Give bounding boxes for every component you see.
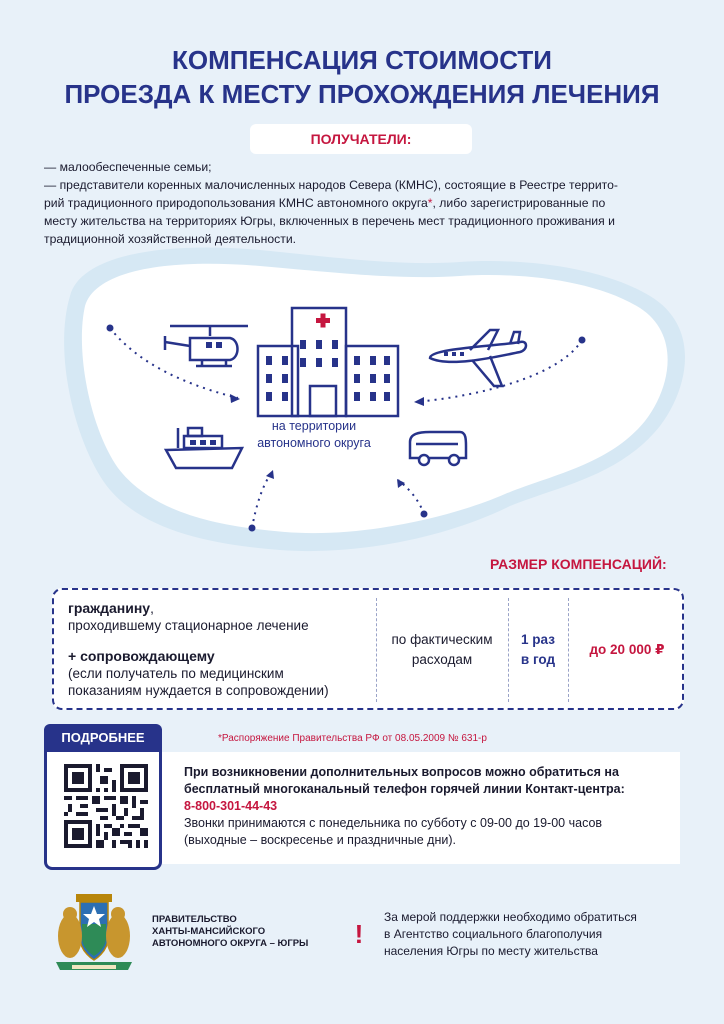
compensation-heading: РАЗМЕР КОМПЕНСАЦИЙ: xyxy=(490,556,667,572)
basis-line1: по фактическим xyxy=(391,632,493,647)
recipient-item-low-income: — малообеспеченные семьи; xyxy=(44,160,212,174)
map-label-line2: автономного округа xyxy=(257,436,371,450)
map-label-line1: на территории xyxy=(271,419,357,433)
more-info-tab: ПОДРОБНЕЕ xyxy=(44,724,162,752)
escort-label: + сопровождающему xyxy=(68,648,215,664)
freq-line1: 1 раз xyxy=(521,632,555,647)
recipient-text-part: традиционной хозяйственной деятельности. xyxy=(44,232,297,246)
recipient-comma: , xyxy=(150,601,154,616)
recipient-text-part: месту жительства на территориях Югры, включенных в перечень мест традиционного проживания и xyxy=(44,214,615,228)
freq-line2: в год xyxy=(520,652,556,667)
hours-line2: (выходные – воскресенье и праздничные дни). xyxy=(184,833,456,847)
compensation-amount: до 20 000 ₽ xyxy=(589,642,665,657)
gov-line3: АВТОНОМНОГО ОКРУГА – ЮГРЫ xyxy=(152,938,309,949)
hotline-info-text xyxy=(184,764,674,849)
government-name xyxy=(152,914,342,950)
compensation-basis-cell xyxy=(380,630,504,670)
support-note xyxy=(384,909,684,960)
recipient-text-part: , либо зарегистрированные по xyxy=(432,196,606,210)
column-divider xyxy=(568,598,569,702)
hotline-info-panel xyxy=(162,752,680,864)
hotline-phone-link[interactable]: 8-800-301-44-43 xyxy=(184,799,278,813)
footnote-star: * xyxy=(427,196,433,210)
coat-of-arms-icon xyxy=(50,894,138,976)
recipient-desc: проходившему стационарное лечение xyxy=(68,618,309,633)
page-title-line1: КОМПЕНСАЦИЯ СТОИМОСТИ xyxy=(172,45,552,75)
recipient-text-part: — представители коренных малочисленных народов Севера (КМНС), состоящие в Реестре террито- xyxy=(44,178,618,192)
exclamation-icon: ! xyxy=(354,919,364,949)
qr-code-box xyxy=(44,752,162,870)
basis-line2: расходам xyxy=(411,652,473,667)
gov-line2: ХАНТЫ-МАНСИЙСКОГО xyxy=(152,926,266,937)
support-line3: населения Югры по месту жительства xyxy=(384,944,598,958)
compensation-table xyxy=(52,588,684,710)
escort-desc2: показаниям нуждается в сопровождении) xyxy=(68,683,329,698)
page-title-line2: ПРОЕЗДА К МЕСТУ ПРОХОЖДЕНИЯ ЛЕЧЕНИЯ xyxy=(64,79,660,109)
footnote: *Распоряжение Правительства РФ от 08.05.2009 № 631-р xyxy=(218,733,487,744)
map-label xyxy=(244,418,384,452)
compensation-recipient-cell xyxy=(68,600,388,699)
qr-code-icon xyxy=(64,764,148,848)
support-line2: в Агентство социального благополучия xyxy=(384,927,603,941)
recipients-list xyxy=(44,158,684,248)
info-line2: бесплатный многоканальный телефон горячей линии Контакт-центра: xyxy=(184,782,625,796)
info-line1: При возникновении дополнительных вопросов можно обратиться на xyxy=(184,765,619,779)
compensation-frequency-cell xyxy=(512,630,564,670)
recipient-citizen: гражданину xyxy=(68,600,151,616)
hours-line1: Звонки принимаются с понедельника по субботу с 09-00 до 19-00 часов xyxy=(184,816,603,830)
recipient-text-part: рий традиционного природопользования КМНС автономного округа xyxy=(44,196,428,210)
support-line1: За мерой поддержки необходимо обратиться xyxy=(384,910,637,924)
escort-desc1: (если получатель по медицинским xyxy=(68,666,284,681)
column-divider xyxy=(376,598,377,702)
region-map xyxy=(0,236,724,556)
gov-line1: ПРАВИТЕЛЬСТВО xyxy=(152,914,237,925)
recipients-heading: ПОЛУЧАТЕЛИ: xyxy=(250,124,472,154)
column-divider xyxy=(508,598,509,702)
